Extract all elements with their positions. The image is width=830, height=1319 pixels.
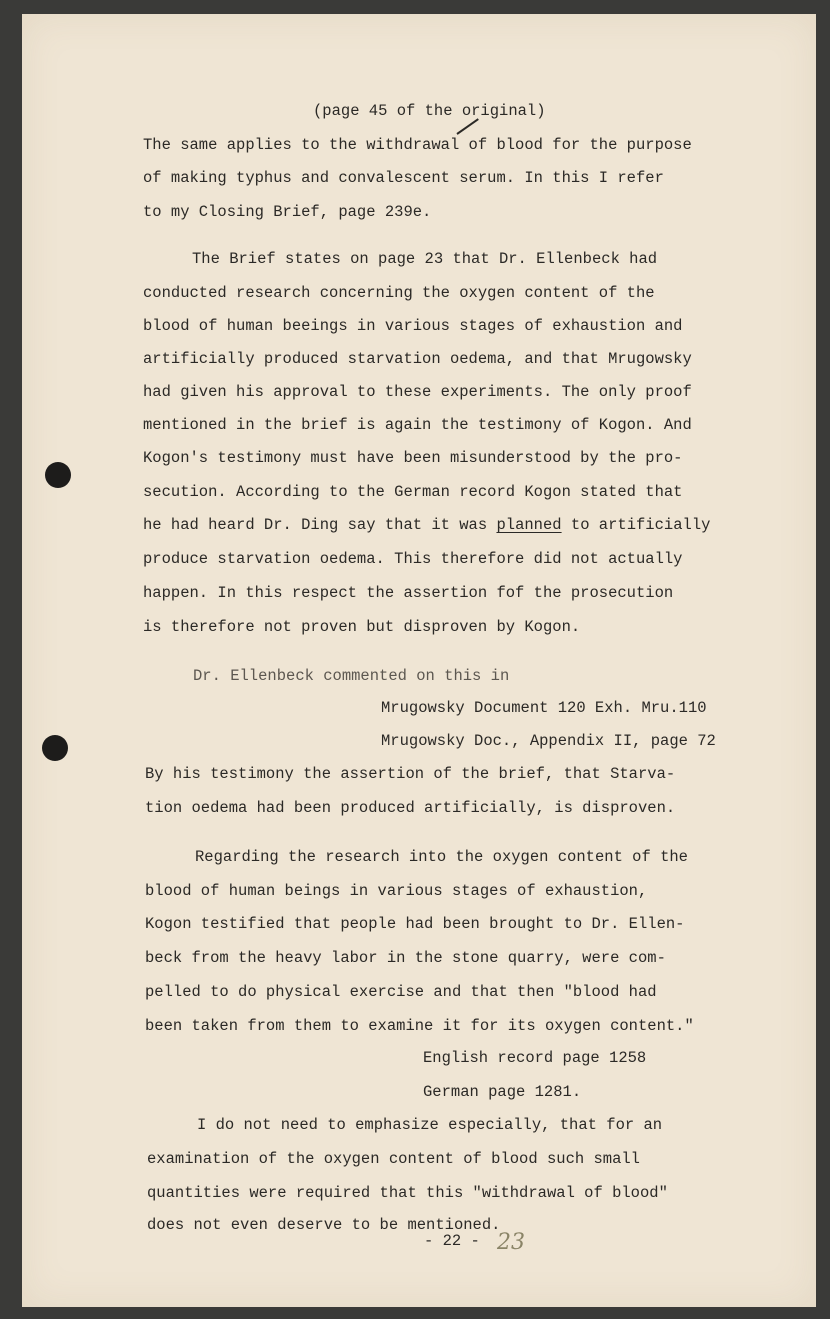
text-line: Kogon's testimony must have been misunderstood by the pro-	[143, 449, 683, 467]
text-line: By his testimony the assertion of the brief, that Starva-	[145, 765, 676, 783]
document-page	[22, 14, 816, 1307]
text-line: been taken from them to examine it for its oxygen content."	[145, 1017, 694, 1035]
punch-hole-upper	[45, 462, 71, 488]
text-line: blood of human beings in various stages of exhaustion,	[145, 882, 648, 900]
page-note: (page 45 of the original)	[313, 102, 546, 120]
text-line: does not even deserve to be mentioned.	[147, 1216, 501, 1234]
punch-hole-lower	[42, 735, 68, 761]
text-line: pelled to do physical exercise and that then "blood had	[145, 983, 657, 1001]
text-line: produce starvation oedema. This therefore did not actually	[143, 550, 683, 568]
text-line: conducted research concerning the oxygen content of the	[143, 284, 655, 302]
text-line: Regarding the research into the oxygen content of the	[195, 848, 688, 866]
text-line: is therefore not proven but disproven by Kogon.	[143, 618, 581, 636]
text-line: secution. According to the German record Kogon stated that	[143, 483, 683, 501]
text-line: of making typhus and convalescent serum. In this I refer	[143, 169, 664, 187]
document-reference: Mrugowsky Document 120 Exh. Mru.110	[381, 699, 707, 717]
text-line: tion oedema had been produced artificially, is disproven.	[145, 799, 676, 817]
text-line: beck from the heavy labor in the stone quarry, were com-	[145, 949, 666, 967]
text-line: The Brief states on page 23 that Dr. Ellenbeck had	[192, 250, 658, 268]
handwritten-page-number: 23	[497, 1230, 525, 1255]
document-reference: Mrugowsky Doc., Appendix II, page 72	[381, 732, 716, 750]
page-number: - 22 -	[424, 1232, 480, 1250]
text-line: happen. In this respect the assertion fof the prosecution	[143, 584, 674, 602]
text-line	[143, 518, 710, 534]
text-line: The same applies to the withdrawal of blood for the purpose	[143, 136, 692, 154]
text-line: to my Closing Brief, page 239e.	[143, 203, 432, 221]
text-line: blood of human beeings in various stages of exhaustion and	[143, 317, 683, 335]
record-reference: German page 1281.	[423, 1083, 582, 1101]
strikethrough-mark	[456, 118, 478, 135]
text-line: artificially produced starvation oedema, and that Mrugowsky	[143, 350, 692, 368]
text-line: examination of the oxygen content of blood such small	[147, 1150, 640, 1168]
text-line: I do not need to emphasize especially, that for an	[197, 1116, 663, 1134]
text-line: quantities were required that this "withdrawal of blood"	[147, 1184, 668, 1202]
text-segment: he had heard Dr. Ding say that it was	[143, 516, 497, 534]
text-line: Kogon testified that people had been brought to Dr. Ellen-	[145, 915, 685, 933]
text-line: mentioned in the brief is again the testimony of Kogon. And	[143, 416, 692, 434]
text-line: had given his approval to these experiments. The only proof	[143, 383, 692, 401]
record-reference: English record page 1258	[423, 1049, 647, 1067]
underlined-word: planned	[496, 516, 562, 534]
text-segment: to artificially	[561, 516, 711, 534]
text-line: Dr. Ellenbeck commented on this in	[193, 667, 510, 685]
